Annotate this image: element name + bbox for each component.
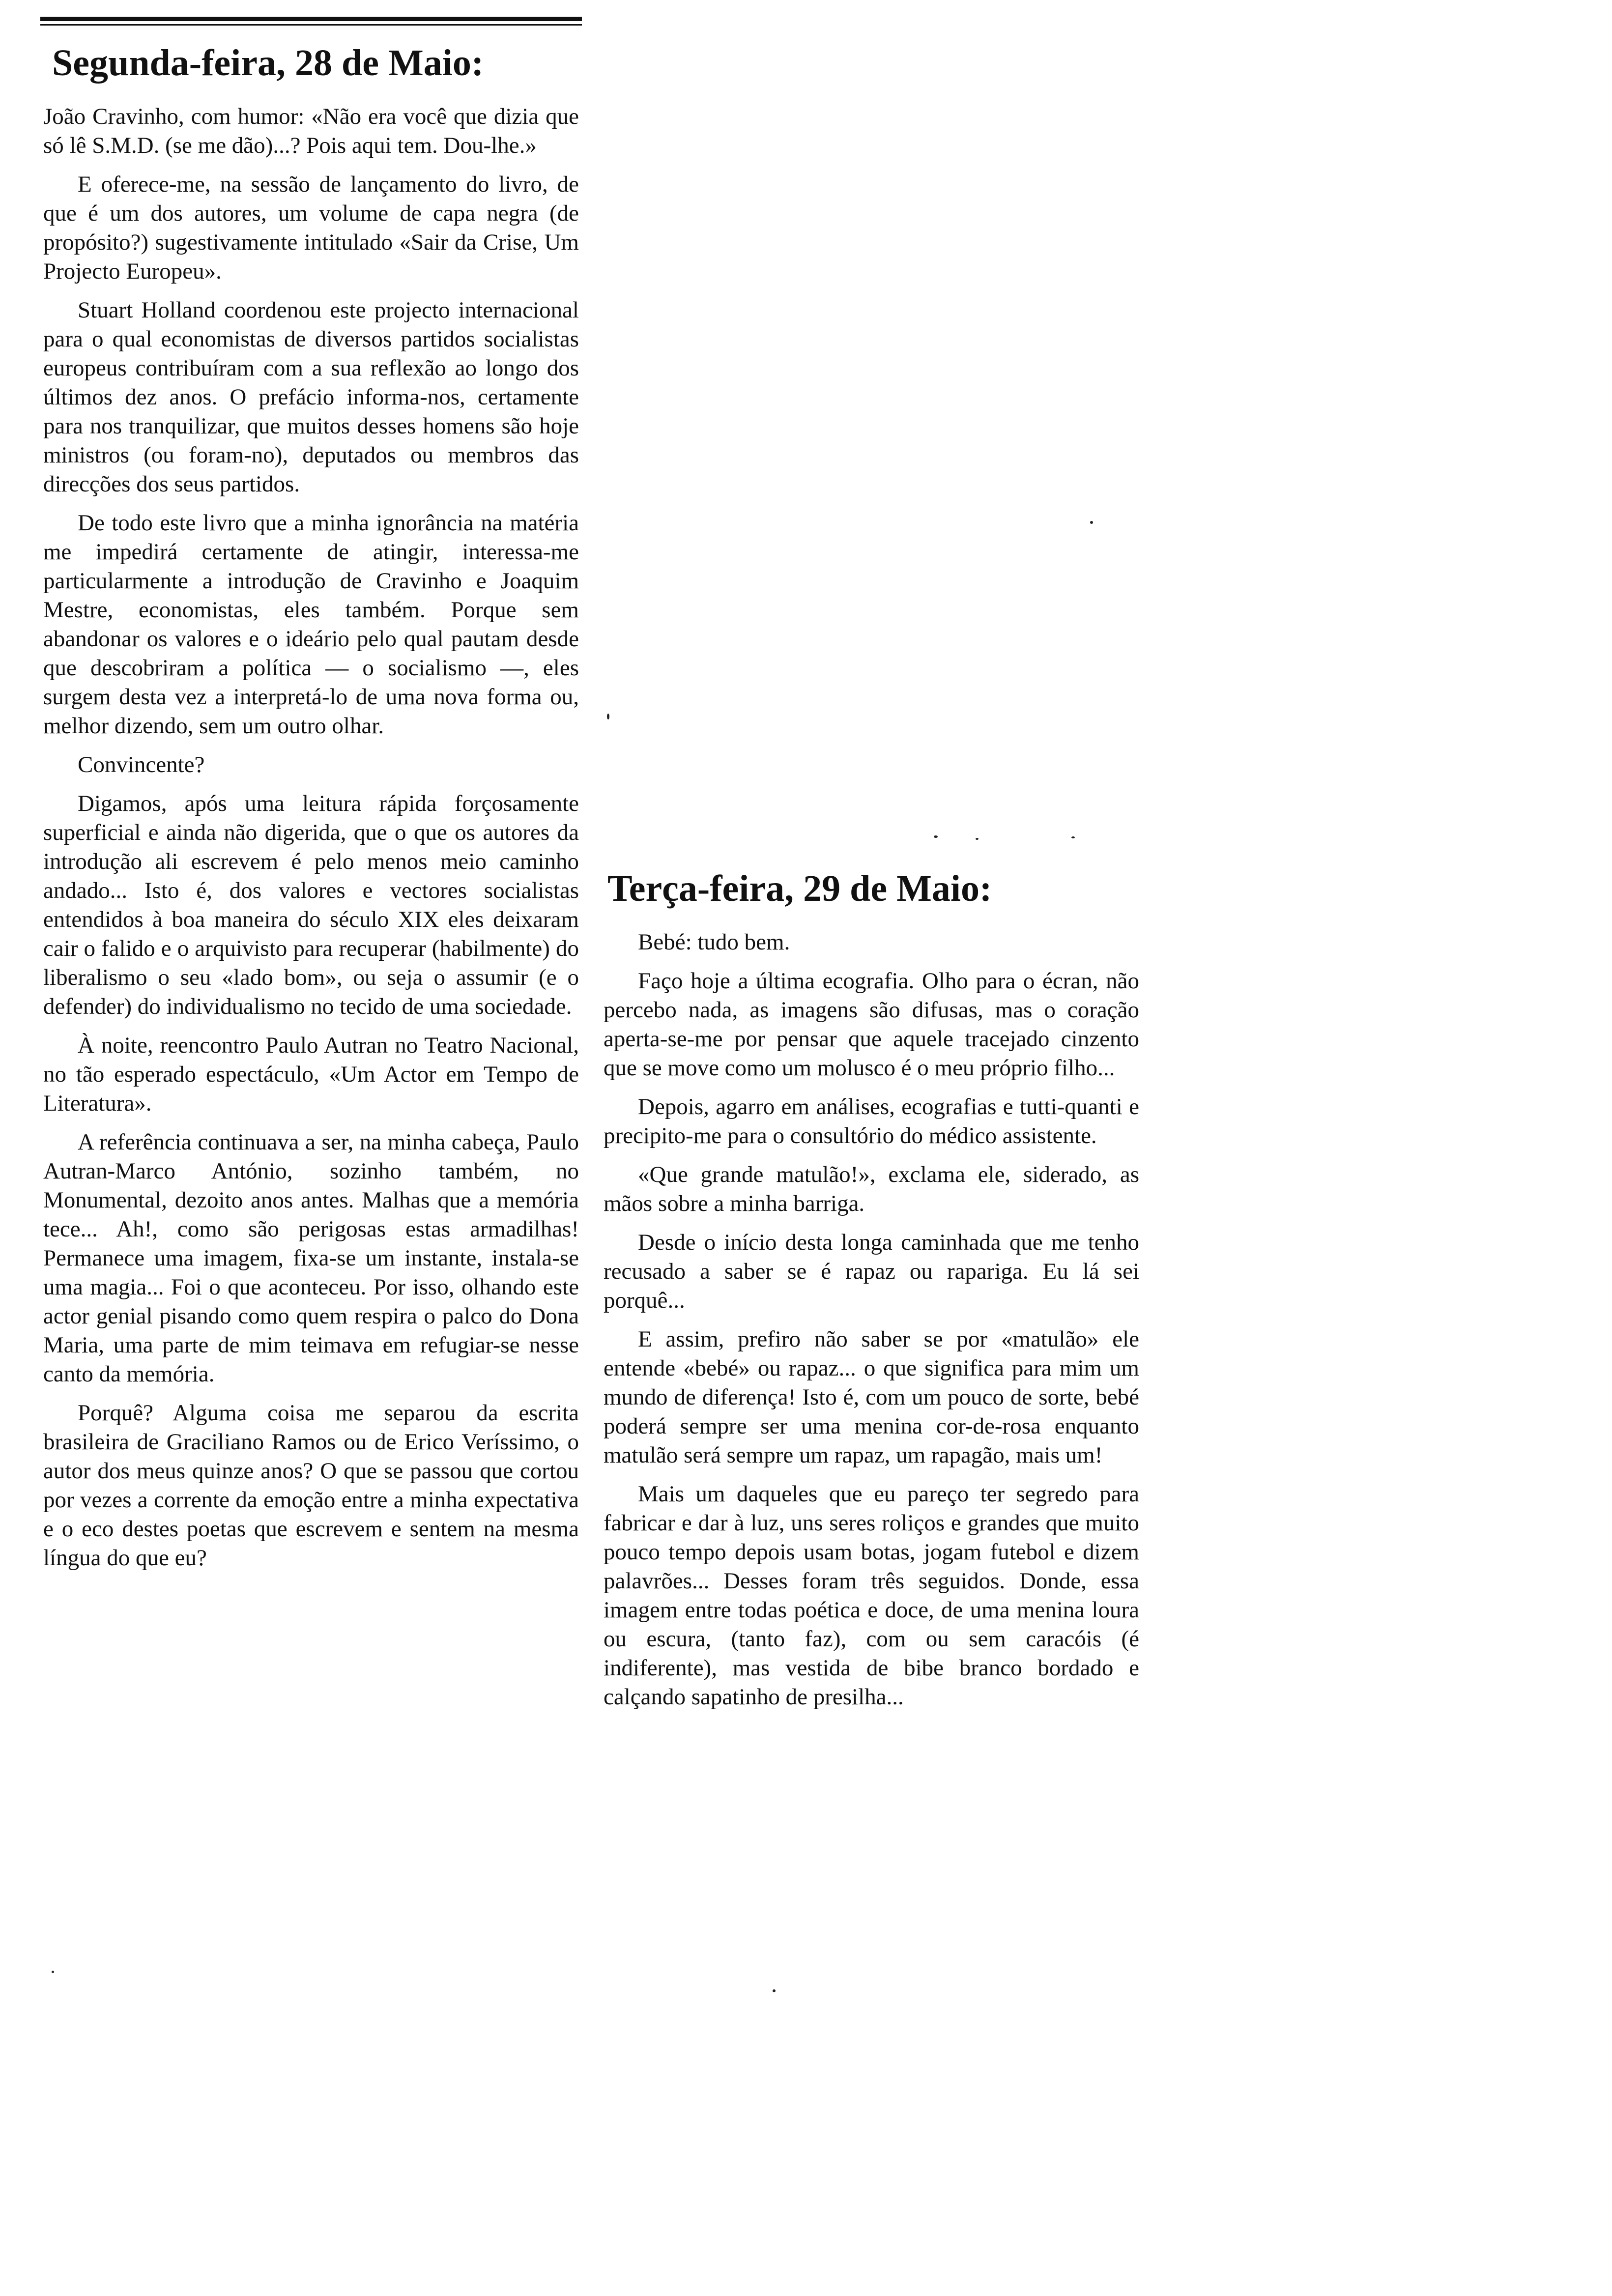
- paragraph: Convincente?: [78, 752, 205, 777]
- top-rule-thick: [40, 17, 582, 21]
- paragraph: Stuart Holland coordenou este projecto internacional para o qual economistas de diversos partidos socialistas europeus contribuíram com a sua reflexão ao longo dos últimos dez anos. O prefácio informa-nos, certamente para nos tranquilizar, que muitos desses homens são hoje ministros (ou foram-no), deputados ou membros das direcções dos seus partidos.: [43, 297, 579, 497]
- top-rule-thin: [40, 24, 582, 26]
- scan-speck: [1071, 836, 1075, 838]
- entry-heading-monday: Segunda-feira, 28 de Maio:: [52, 42, 484, 84]
- paragraph: João Cravinho, com humor: «Não era você que dizia que só lê S.M.D. (se me dão)...? Pois aqui tem. Dou-lhe.»: [43, 104, 579, 158]
- entry-heading-tuesday: Terça-feira, 29 de Maio:: [607, 868, 992, 909]
- paragraph: Digamos, após uma leitura rápida forçosamente superficial e ainda não digerida, que o que os autores da introdução ali escrevem é pelo menos meio caminho andado... Isto é, dos valores e vectores socialistas entendidos à boa maneira do século XIX eles deixaram cair o falido e o arquivisto para recuperar (habilmente) do liberalismo o seu «lado bom», ou seja o assumir (e o defender) do individualismo no tecido de uma sociedade.: [43, 791, 579, 1019]
- scan-speck: [976, 838, 979, 840]
- paragraph: A referência continuava a ser, na minha cabeça, Paulo Autran-Marco António, sozinho também, no Monumental, dezoito anos antes. Malhas que a memória tece... Ah!, como são perigosas estas armadilhas! Permanece uma imagem, fixa-se um instante, instala-se uma magia... Foi o que aconteceu. Por isso, olhando este actor genial pisando como quem respira o palco do Dona Maria, uma parte de mim teimava em refugiar-se nesse canto da memória.: [43, 1129, 579, 1387]
- paragraph: E assim, prefiro não saber se por «matulão» ele entende «bebé» ou rapaz... o que significa para mim um mundo de diferença! Isto é, com um pouco de sorte, bebé poderá sempre ser uma menina cor-de-rosa enquanto matulão será sempre um rapaz, um rapagão, mais um!: [604, 1326, 1139, 1468]
- left-column: [43, 39, 579, 1582]
- paragraph: À noite, reencontro Paulo Autran no Teatro Nacional, no tão esperado espectáculo, «Um Actor em Tempo de Literatura».: [43, 1033, 579, 1116]
- paragraph: Mais um daqueles que eu pareço ter segredo para fabricar e dar à luz, uns seres roliços e grandes que muito pouco tempo depois usam botas, jogam futebol e dizem palavrões... Desses foram três seguidos. Donde, essa imagem entre todas poética e doce, de uma menina loura ou escura, (tanto faz), com ou sem caracóis (é indiferente), mas vestida de bibe branco bordado e calçando sapatinho de presilha...: [604, 1481, 1139, 1710]
- paragraph: Bebé: tudo bem.: [638, 929, 790, 955]
- scan-speck: [773, 1989, 776, 1992]
- scan-speck: [1090, 521, 1093, 524]
- right-column: [604, 865, 1139, 1722]
- paragraph: «Que grande matulão!», exclama ele, siderado, as mãos sobre a minha barriga.: [604, 1162, 1139, 1216]
- scan-speck: [607, 714, 609, 719]
- paragraph: Faço hoje a última ecografia. Olho para o écran, não percebo nada, as imagens são difusas, mas o coração aperta-se-me por pensar que aquele tracejado cinzento que se move como um molusco é o meu próprio filho...: [604, 968, 1139, 1081]
- paragraph: Desde o início desta longa caminhada que me tenho recusado a saber se é rapaz ou rapariga. Eu lá sei porquê...: [604, 1230, 1139, 1313]
- paragraph: Porquê? Alguma coisa me separou da escrita brasileira de Graciliano Ramos ou de Erico Veríssimo, o autor dos meus quinze anos? O que se passou que cortou por vezes a corrente da emoção entre a minha expectativa e o eco destes poetas que escrevem e sentem na mesma língua do que eu?: [43, 1400, 579, 1571]
- paragraph: De todo este livro que a minha ignorância na matéria me impedirá certamente de atingir, interessa-me particularmente a introdução de Cravinho e Joaquim Mestre, economistas, eles também. Porque sem abandonar os valores e o ideário pelo qual pautam desde que descobriram a política — o socialismo —, eles surgem desta vez a interpretá-lo de uma nova forma ou, melhor dizendo, sem um outro olhar.: [43, 510, 579, 739]
- paragraph: Depois, agarro em análises, ecografias e tutti-quanti e precipito-me para o consultório do médico assistente.: [604, 1094, 1139, 1148]
- scan-speck: [934, 835, 938, 838]
- scan-speck: [52, 1971, 54, 1973]
- paragraph: E oferece-me, na sessão de lançamento do livro, de que é um dos autores, um volume de capa negra (de propósito?) sugestivamente intitulado «Sair da Crise, Um Projecto Europeu».: [43, 172, 579, 284]
